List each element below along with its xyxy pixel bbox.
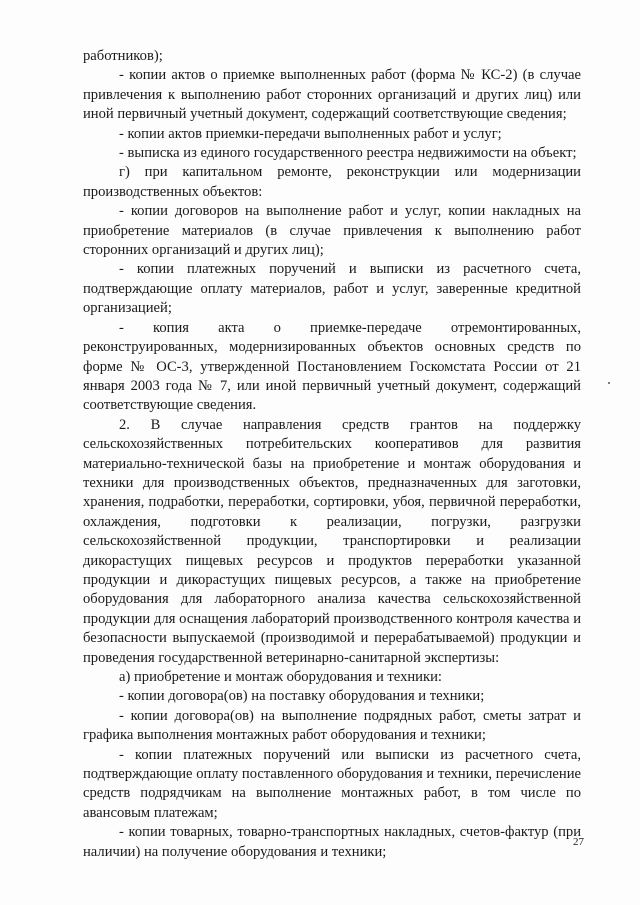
- paragraph: - копии актов приемки-передачи выполненных работ и услуг;: [119, 125, 502, 142]
- paragraph: - копия акта о приемке-передаче отремонтированных, реконструированных, модернизированных объектов основных средств по форме № ОС-3, утвержденной Постановлением Госкомстата России от 21 января 2003 года № 7, или иной первичный учетный документ, содержащий соответствующие сведения.: [83, 319, 581, 414]
- scan-speck: [608, 382, 610, 384]
- paragraph: - копии договора(ов) на выполнение подрядных работ, сметы затрат и графика выполнения монтажных работ оборудования и техники;: [83, 707, 581, 744]
- paragraph: 2. В случае направления средств грантов на поддержку сельскохозяйственных потребительских кооперативов для развития материально-технической базы на приобретение и монтаж оборудования и техники для производственных объектов, предназначенных для заготовки, хранения, подработки, переработки, сортировки, убоя, первичной переработки, охлаждения, подготовки к реализации, погрузки, разгрузки сельскохозяйственной продукции, транспортировки и реализации дикорастущих пищевых ресурсов и продуктов переработки указанной продукции и дикорастущих пищевых ресурсов, а также на приобретение оборудования для лабораторного анализа качества сельскохозяйственной продукции для оснащения лабораторий производственного контроля качества и безопасности выпускаемой (производимой и перерабатываемой) продукции и проведения государственной ветеринарно-санитарной экспертизы:: [83, 416, 581, 666]
- paragraph: - копии актов о приемке выполненных работ (форма № КС-2) (в случае привлечения к выполнению работ сторонних организаций и других лиц) или иной первичный учетный документ, содержащий соответствующие сведения;: [83, 67, 581, 123]
- paragraph: - копии товарных, товарно-транспортных накладных, счетов-фактур (при наличии) на получение оборудования и техники;: [83, 824, 581, 860]
- paragraph: г) при капитальном ремонте, реконструкции или модернизации производственных объектов:: [83, 164, 581, 200]
- paragraph: - копии договоров на выполнение работ и услуг, копии накладных на приобретение материалов (в случае привлечения к выполнению работ сторонних организаций и других лиц);: [83, 203, 581, 259]
- paragraph: - копии платежных поручений или выписки из расчетного счета, подтверждающие оплату поставленного оборудования и техники, перечисление средств подрядчикам на выполнение монтажных работ, в том числе по авансовым платежам;: [83, 746, 581, 821]
- paragraph: - выписка из единого государственного реестра недвижимости на объект;: [119, 145, 577, 162]
- paragraph: а) приобретение и монтаж оборудования и техники:: [119, 669, 442, 685]
- document-body: [83, 47, 581, 862]
- page-number: 27: [573, 836, 584, 848]
- paragraph: - копии платежных поручений и выписки из расчетного счета, подтверждающие оплату материалов, работ и услуг, заверенные кредитной организацией;: [83, 261, 581, 317]
- paragraph: - копии договора(ов) на поставку оборудования и техники;: [119, 688, 485, 705]
- paragraph: работников);: [83, 48, 163, 64]
